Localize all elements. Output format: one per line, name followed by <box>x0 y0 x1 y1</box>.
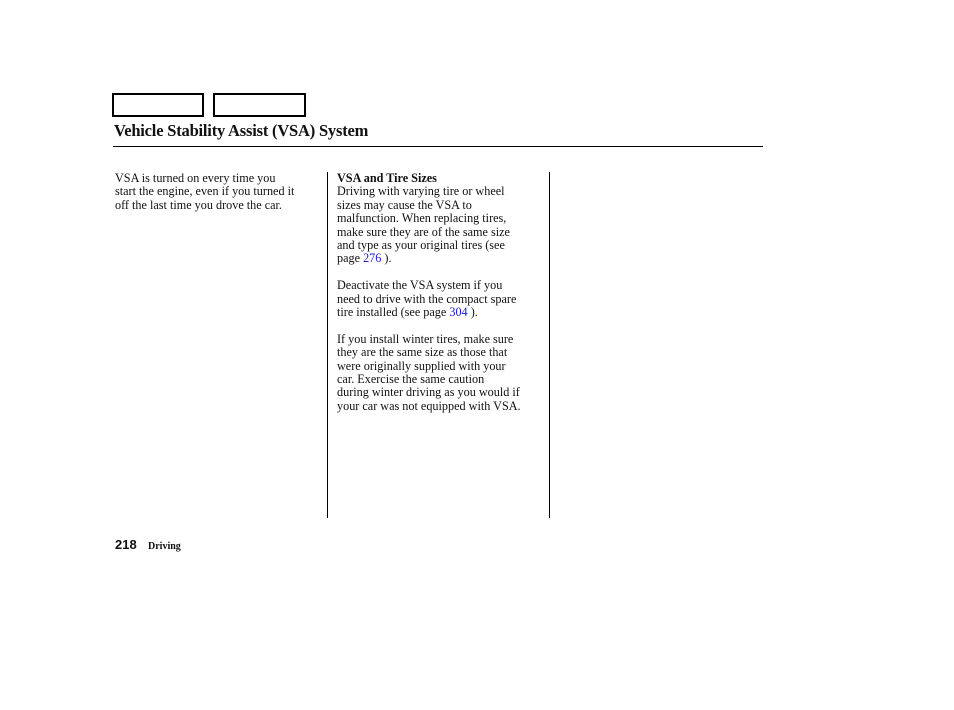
column-2 <box>337 172 545 427</box>
nav-button-2[interactable] <box>213 93 306 117</box>
subheading: VSA and Tire Sizes <box>337 171 437 185</box>
paragraph-text: Driving with varying tire or wheel sizes may cause the VSA to malfunction. When replacing tires, make sure they are of the same size and type as your original tires (see page <box>337 184 510 266</box>
page-number: 218 <box>115 537 137 552</box>
page-title: Vehicle Stability Assist (VSA) System <box>114 121 369 140</box>
nav-button-1[interactable] <box>112 93 204 117</box>
paragraph-text: ). <box>381 251 392 266</box>
section-name: Driving <box>148 541 181 552</box>
spare-tire-paragraph <box>337 279 545 319</box>
column-divider-2 <box>549 172 550 518</box>
tire-size-paragraph <box>337 185 545 265</box>
paragraph-text: ). <box>467 305 478 320</box>
paragraph-text: Deactivate the VSA system if you need to drive with the compact spare tire installed (see page <box>337 278 517 320</box>
page-link-304[interactable]: 304 <box>449 305 468 320</box>
title-rule <box>113 146 763 147</box>
winter-tire-paragraph: If you install winter tires, make sure they are the same size as those that were originally supplied with your car. Exercise the same caution during winter driving as you would if your car was not equipped with VSA. <box>337 331 521 413</box>
column-divider-1 <box>327 172 328 518</box>
intro-paragraph: VSA is turned on every time you start the engine, even if you turned it off the last time you drove the car. <box>115 171 295 212</box>
column-1 <box>115 172 325 226</box>
page-link-276[interactable]: 276 <box>363 251 382 266</box>
